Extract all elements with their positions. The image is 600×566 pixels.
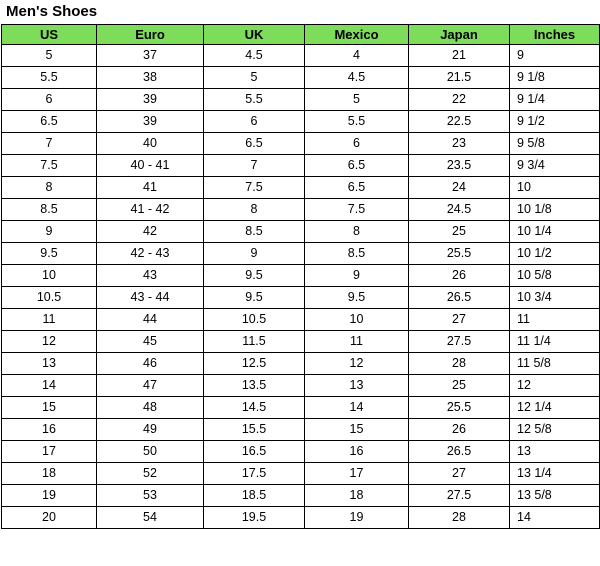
table-row bbox=[2, 397, 600, 419]
table-row bbox=[2, 331, 600, 353]
cell-japan: 23 bbox=[409, 133, 510, 155]
cell-us: 15 bbox=[2, 397, 97, 419]
table-row bbox=[2, 419, 600, 441]
cell-mexico: 15 bbox=[305, 419, 409, 441]
cell-us: 19 bbox=[2, 485, 97, 507]
table-row bbox=[2, 441, 600, 463]
cell-mexico: 5.5 bbox=[305, 111, 409, 133]
cell-us: 10.5 bbox=[2, 287, 97, 309]
cell-mexico: 8.5 bbox=[305, 243, 409, 265]
cell-euro: 41 bbox=[97, 177, 204, 199]
cell-mexico: 14 bbox=[305, 397, 409, 419]
cell-uk: 18.5 bbox=[204, 485, 305, 507]
cell-japan: 21 bbox=[409, 45, 510, 67]
cell-mexico: 4 bbox=[305, 45, 409, 67]
cell-inches: 9 5/8 bbox=[510, 133, 600, 155]
cell-inches: 9 1/2 bbox=[510, 111, 600, 133]
column-header-japan: Japan bbox=[409, 25, 510, 45]
cell-euro: 40 - 41 bbox=[97, 155, 204, 177]
cell-uk: 5.5 bbox=[204, 89, 305, 111]
cell-uk: 5 bbox=[204, 67, 305, 89]
cell-inches: 10 1/8 bbox=[510, 199, 600, 221]
table-row bbox=[2, 45, 600, 67]
cell-inches: 11 bbox=[510, 309, 600, 331]
cell-mexico: 11 bbox=[305, 331, 409, 353]
cell-mexico: 13 bbox=[305, 375, 409, 397]
cell-uk: 9.5 bbox=[204, 265, 305, 287]
cell-japan: 25 bbox=[409, 221, 510, 243]
cell-inches: 10 1/4 bbox=[510, 221, 600, 243]
cell-us: 16 bbox=[2, 419, 97, 441]
cell-uk: 7.5 bbox=[204, 177, 305, 199]
cell-euro: 48 bbox=[97, 397, 204, 419]
cell-uk: 9.5 bbox=[204, 287, 305, 309]
cell-euro: 43 - 44 bbox=[97, 287, 204, 309]
cell-euro: 37 bbox=[97, 45, 204, 67]
cell-uk: 16.5 bbox=[204, 441, 305, 463]
cell-mexico: 9 bbox=[305, 265, 409, 287]
cell-inches: 9 bbox=[510, 45, 600, 67]
cell-mexico: 6 bbox=[305, 133, 409, 155]
cell-us: 9.5 bbox=[2, 243, 97, 265]
cell-japan: 26 bbox=[409, 265, 510, 287]
cell-us: 7 bbox=[2, 133, 97, 155]
cell-us: 11 bbox=[2, 309, 97, 331]
cell-japan: 25 bbox=[409, 375, 510, 397]
cell-inches: 9 1/8 bbox=[510, 67, 600, 89]
cell-japan: 27 bbox=[409, 463, 510, 485]
table-row bbox=[2, 67, 600, 89]
cell-uk: 9 bbox=[204, 243, 305, 265]
table-row bbox=[2, 353, 600, 375]
cell-inches: 12 1/4 bbox=[510, 397, 600, 419]
cell-japan: 24.5 bbox=[409, 199, 510, 221]
cell-inches: 10 3/4 bbox=[510, 287, 600, 309]
table-row bbox=[2, 485, 600, 507]
cell-inches: 10 1/2 bbox=[510, 243, 600, 265]
cell-mexico: 9.5 bbox=[305, 287, 409, 309]
cell-us: 7.5 bbox=[2, 155, 97, 177]
page-title: Men's Shoes bbox=[6, 3, 98, 20]
cell-mexico: 6.5 bbox=[305, 177, 409, 199]
column-header-euro: Euro bbox=[97, 25, 204, 45]
cell-us: 8 bbox=[2, 177, 97, 199]
cell-uk: 4.5 bbox=[204, 45, 305, 67]
cell-euro: 42 bbox=[97, 221, 204, 243]
cell-us: 12 bbox=[2, 331, 97, 353]
cell-us: 5 bbox=[2, 45, 97, 67]
cell-japan: 27.5 bbox=[409, 485, 510, 507]
table-row bbox=[2, 89, 600, 111]
cell-us: 6.5 bbox=[2, 111, 97, 133]
cell-japan: 28 bbox=[409, 353, 510, 375]
table-row bbox=[2, 265, 600, 287]
cell-uk: 10.5 bbox=[204, 309, 305, 331]
cell-japan: 22 bbox=[409, 89, 510, 111]
cell-euro: 52 bbox=[97, 463, 204, 485]
cell-japan: 24 bbox=[409, 177, 510, 199]
cell-euro: 53 bbox=[97, 485, 204, 507]
table-row bbox=[2, 309, 600, 331]
cell-uk: 8.5 bbox=[204, 221, 305, 243]
cell-mexico: 6.5 bbox=[305, 155, 409, 177]
cell-mexico: 18 bbox=[305, 485, 409, 507]
cell-uk: 14.5 bbox=[204, 397, 305, 419]
size-conversion-table bbox=[1, 24, 600, 529]
cell-euro: 38 bbox=[97, 67, 204, 89]
cell-uk: 11.5 bbox=[204, 331, 305, 353]
cell-mexico: 16 bbox=[305, 441, 409, 463]
column-header-us: US bbox=[2, 25, 97, 45]
cell-mexico: 17 bbox=[305, 463, 409, 485]
cell-us: 5.5 bbox=[2, 67, 97, 89]
cell-euro: 39 bbox=[97, 111, 204, 133]
cell-mexico: 8 bbox=[305, 221, 409, 243]
cell-japan: 25.5 bbox=[409, 397, 510, 419]
cell-euro: 45 bbox=[97, 331, 204, 353]
table-row bbox=[2, 287, 600, 309]
cell-uk: 13.5 bbox=[204, 375, 305, 397]
cell-euro: 49 bbox=[97, 419, 204, 441]
table-row bbox=[2, 463, 600, 485]
cell-us: 10 bbox=[2, 265, 97, 287]
table-row bbox=[2, 199, 600, 221]
cell-inches: 9 3/4 bbox=[510, 155, 600, 177]
table-row bbox=[2, 375, 600, 397]
cell-euro: 47 bbox=[97, 375, 204, 397]
cell-mexico: 10 bbox=[305, 309, 409, 331]
cell-us: 18 bbox=[2, 463, 97, 485]
cell-us: 20 bbox=[2, 507, 97, 529]
cell-japan: 23.5 bbox=[409, 155, 510, 177]
cell-inches: 13 1/4 bbox=[510, 463, 600, 485]
cell-japan: 25.5 bbox=[409, 243, 510, 265]
cell-japan: 28 bbox=[409, 507, 510, 529]
cell-uk: 17.5 bbox=[204, 463, 305, 485]
cell-mexico: 7.5 bbox=[305, 199, 409, 221]
cell-inches: 14 bbox=[510, 507, 600, 529]
cell-uk: 6.5 bbox=[204, 133, 305, 155]
table-row bbox=[2, 507, 600, 529]
cell-uk: 15.5 bbox=[204, 419, 305, 441]
cell-mexico: 5 bbox=[305, 89, 409, 111]
cell-japan: 27 bbox=[409, 309, 510, 331]
table-row bbox=[2, 133, 600, 155]
cell-euro: 50 bbox=[97, 441, 204, 463]
cell-euro: 42 - 43 bbox=[97, 243, 204, 265]
table-header-row bbox=[2, 25, 600, 45]
cell-japan: 21.5 bbox=[409, 67, 510, 89]
cell-us: 8.5 bbox=[2, 199, 97, 221]
cell-euro: 39 bbox=[97, 89, 204, 111]
cell-inches: 13 5/8 bbox=[510, 485, 600, 507]
column-header-mexico: Mexico bbox=[305, 25, 409, 45]
cell-japan: 26 bbox=[409, 419, 510, 441]
cell-us: 13 bbox=[2, 353, 97, 375]
table-row bbox=[2, 155, 600, 177]
cell-inches: 13 bbox=[510, 441, 600, 463]
cell-japan: 26.5 bbox=[409, 287, 510, 309]
cell-euro: 54 bbox=[97, 507, 204, 529]
cell-euro: 46 bbox=[97, 353, 204, 375]
cell-inches: 12 5/8 bbox=[510, 419, 600, 441]
cell-euro: 44 bbox=[97, 309, 204, 331]
column-header-inches: Inches bbox=[510, 25, 600, 45]
cell-inches: 10 5/8 bbox=[510, 265, 600, 287]
cell-us: 6 bbox=[2, 89, 97, 111]
cell-uk: 6 bbox=[204, 111, 305, 133]
cell-inches: 10 bbox=[510, 177, 600, 199]
cell-inches: 11 5/8 bbox=[510, 353, 600, 375]
cell-us: 14 bbox=[2, 375, 97, 397]
table-row bbox=[2, 177, 600, 199]
cell-euro: 40 bbox=[97, 133, 204, 155]
table-body bbox=[2, 45, 600, 529]
cell-japan: 26.5 bbox=[409, 441, 510, 463]
cell-us: 17 bbox=[2, 441, 97, 463]
column-header-uk: UK bbox=[204, 25, 305, 45]
cell-us: 9 bbox=[2, 221, 97, 243]
cell-mexico: 19 bbox=[305, 507, 409, 529]
cell-uk: 19.5 bbox=[204, 507, 305, 529]
cell-inches: 11 1/4 bbox=[510, 331, 600, 353]
cell-mexico: 12 bbox=[305, 353, 409, 375]
cell-euro: 43 bbox=[97, 265, 204, 287]
cell-uk: 12.5 bbox=[204, 353, 305, 375]
table-row bbox=[2, 243, 600, 265]
cell-uk: 8 bbox=[204, 199, 305, 221]
cell-inches: 9 1/4 bbox=[510, 89, 600, 111]
cell-euro: 41 - 42 bbox=[97, 199, 204, 221]
table-row bbox=[2, 221, 600, 243]
cell-inches: 12 bbox=[510, 375, 600, 397]
cell-japan: 22.5 bbox=[409, 111, 510, 133]
cell-mexico: 4.5 bbox=[305, 67, 409, 89]
table-row bbox=[2, 111, 600, 133]
cell-uk: 7 bbox=[204, 155, 305, 177]
cell-japan: 27.5 bbox=[409, 331, 510, 353]
